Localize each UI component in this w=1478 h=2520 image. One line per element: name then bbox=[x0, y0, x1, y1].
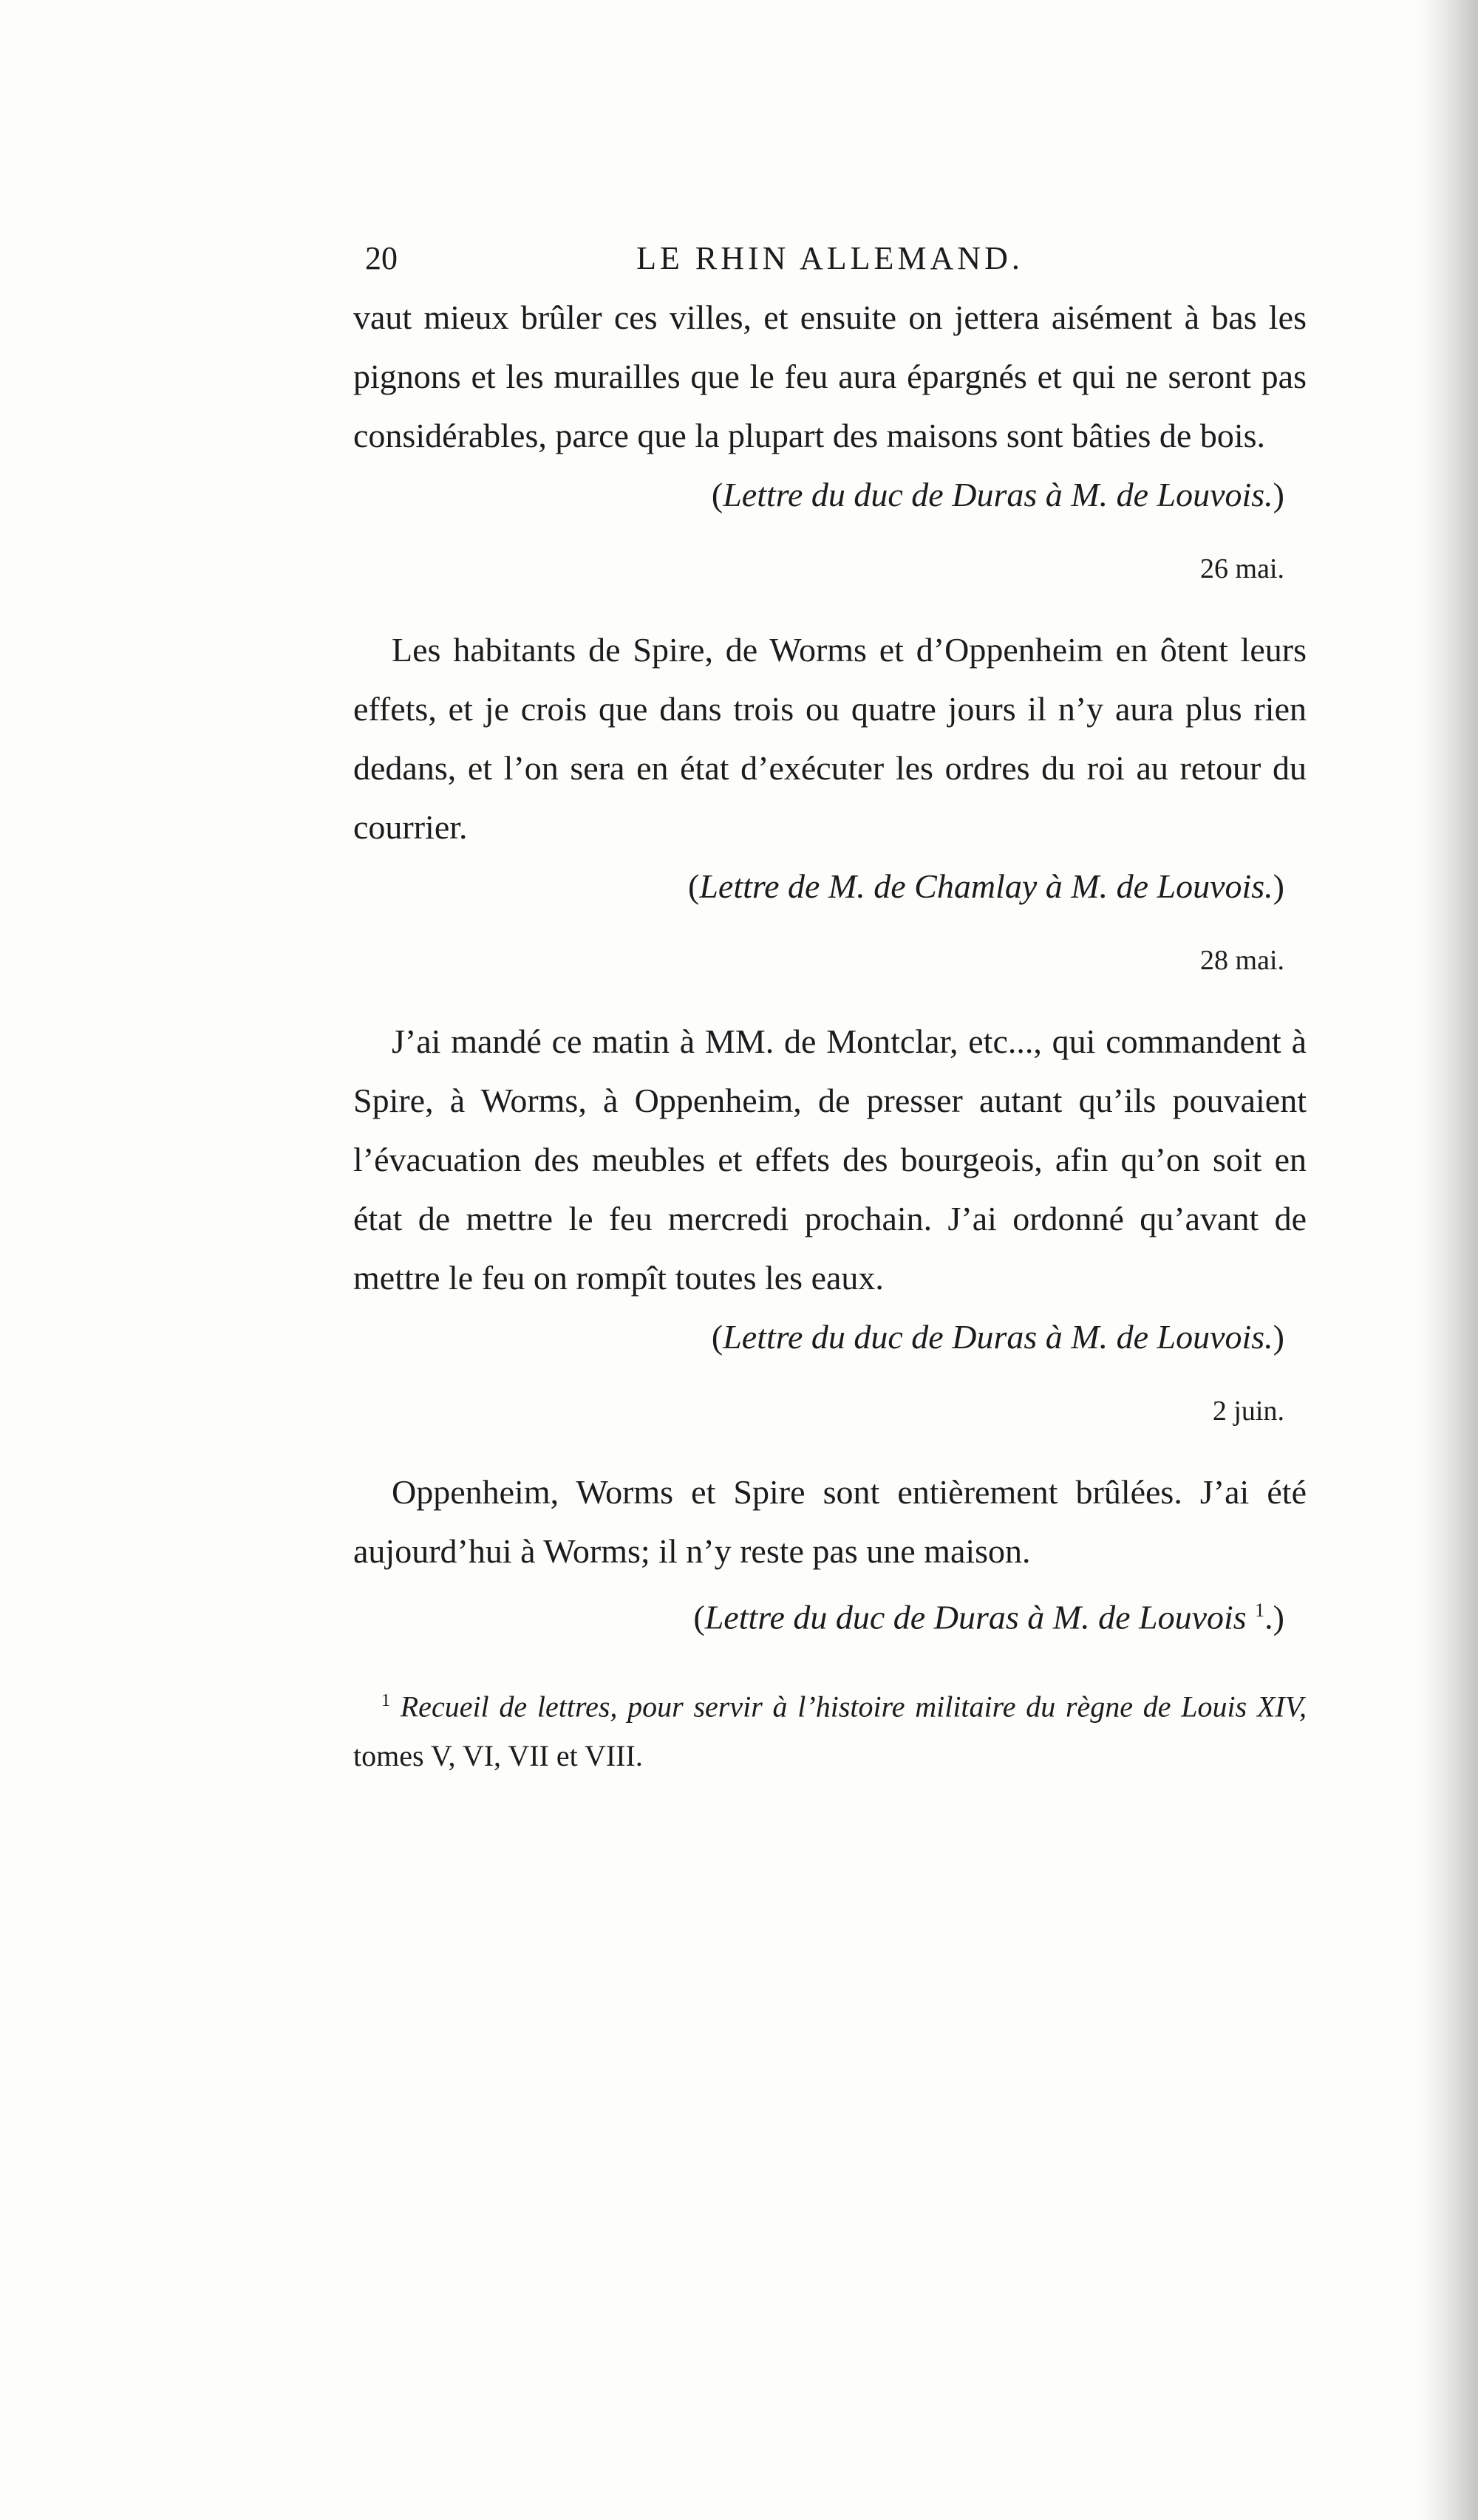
page-number: 20 bbox=[365, 240, 398, 276]
source-4: (Lettre du duc de Duras à M. de Louvois $^1$.) bbox=[693, 1598, 1284, 1636]
source-2: (Lettre de M. de Chamlay à M. de Louvois.) bbox=[688, 867, 1284, 905]
source-1: (Lettre du duc de Duras à M. de Louvois.) bbox=[711, 476, 1284, 513]
paragraph-4: Oppenheim, Worms et Spire sont entièrement brûlées. J’ai été aujourd’hui à Worms; il n’y reste pas une maison. bbox=[353, 1473, 1307, 1570]
book-page bbox=[353, 222, 1307, 2069]
footnote-detail: tomes V, VI, VII et VIII. bbox=[353, 1738, 643, 1772]
source-4-text: Lettre du duc de Duras à M. de Louvois bbox=[704, 1598, 1247, 1636]
footnote bbox=[353, 1676, 1307, 1780]
footnote-ref: 1 bbox=[1255, 1599, 1265, 1621]
paragraph-2: Les habitants de Spire, de Worms et d’Oppenheim en ôtent leurs effets, et je crois que dans trois ou quatre jours il n’y aura plus rien dedans, et l’on sera en état d’exécuter les ordres du roi au retour du courrier. bbox=[353, 631, 1307, 846]
source-3: (Lettre du duc de Duras à M. de Louvois.) bbox=[711, 1318, 1284, 1356]
footnote-marker: 1 bbox=[381, 1691, 390, 1711]
footnote-title: Recueil de lettres, pour servir à l’histoire militaire du règne de Louis XIV, bbox=[400, 1690, 1307, 1724]
source-1-text: Lettre du duc de Duras à M. de Louvois. bbox=[723, 476, 1273, 513]
page-header bbox=[353, 222, 1307, 288]
source-3-text: Lettre du duc de Duras à M. de Louvois. bbox=[723, 1318, 1273, 1356]
paragraph-1: vaut mieux brûler ces villes, et ensuite on jettera aisément à bas les pignons et les murailles que le feu aura épargnés et qui ne seront pas considérables, parce que la plupart des maisons sont bâties de bois. bbox=[353, 298, 1307, 454]
date-26-mai: 26 mai. bbox=[1200, 553, 1284, 584]
date-28-mai: 28 mai. bbox=[1200, 945, 1284, 976]
source-2-text: Lettre de M. de Chamlay à M. de Louvois. bbox=[699, 867, 1273, 905]
running-title: LE RHIN ALLEMAND. bbox=[636, 240, 1024, 276]
paragraph-3: J’ai mandé ce matin à MM. de Montclar, etc..., qui commandent à Spire, à Worms, à Oppenheim, de presser autant qu’ils pouvaient l’évacuation des meubles et effets des bourgeois, afin qu’on soit en état de mettre le feu mercredi prochain. J’ai ordonné qu’avant de mettre le feu on rompît toutes les eaux. bbox=[353, 1022, 1307, 1297]
date-2-juin: 2 juin. bbox=[1212, 1396, 1284, 1427]
page-edge-shadow bbox=[1419, 0, 1478, 2520]
